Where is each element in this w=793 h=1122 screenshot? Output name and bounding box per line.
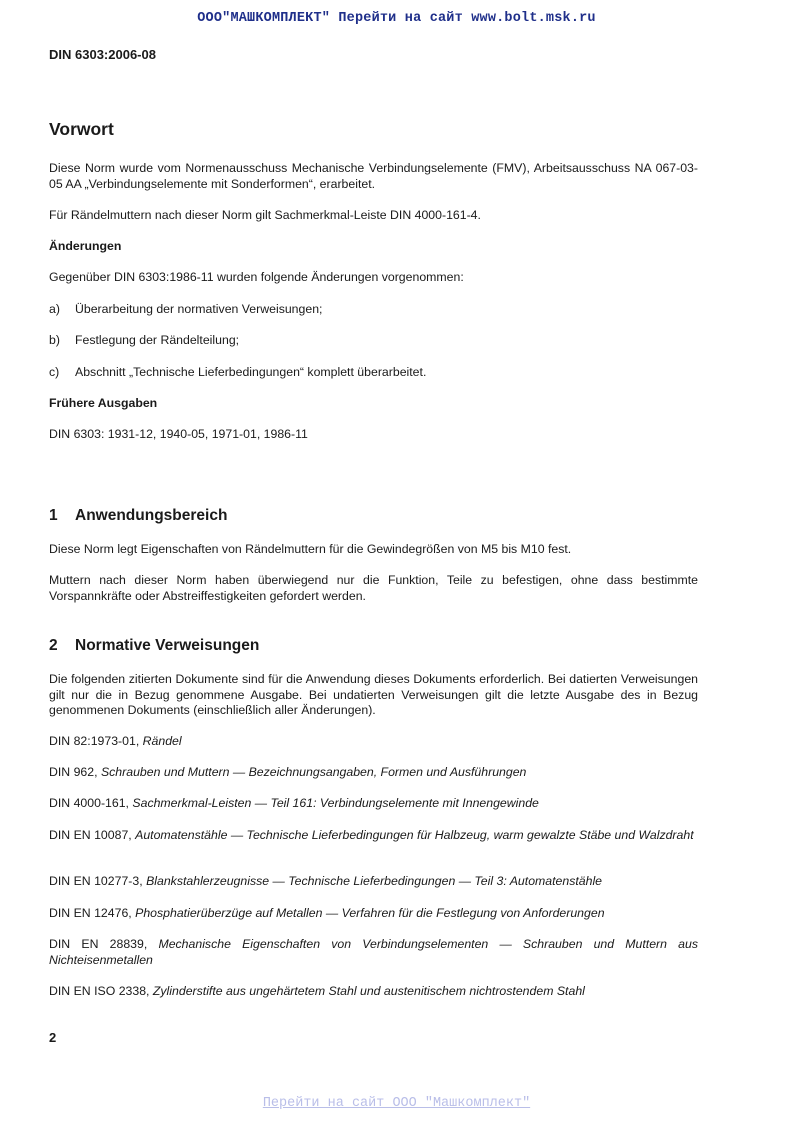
reference-title: Zylinderstifte aus ungehärtetem Stahl und austenitischem nichtrostendem Stahl <box>152 984 585 998</box>
list-item <box>49 365 698 381</box>
changes-intro: Gegenüber DIN 6303:1986-11 wurden folgende Änderungen vorgenommen: <box>49 270 464 284</box>
reference-title: Mechanische Eigenschaften von Verbindungselementen — Schrauben und Muttern aus Nichteisenmetallen <box>49 937 698 967</box>
reference-code: DIN EN ISO 2338, <box>49 984 150 998</box>
reference-item <box>49 828 698 844</box>
reference-title: Rändel <box>142 734 182 748</box>
reference-code: DIN 4000-161, <box>49 796 129 810</box>
section-number: 2 <box>49 637 58 654</box>
reference-item <box>49 874 698 890</box>
section-2-heading <box>49 637 259 655</box>
bottom-site-link[interactable]: Перейти на сайт ООО "Машкомплект" <box>262 1096 531 1111</box>
section-title: Normative Verweisungen <box>75 637 260 654</box>
list-marker: a) <box>49 302 60 316</box>
list-text: Abschnitt „Technische Lieferbedingungen“ komplett überarbeitet. <box>75 365 427 379</box>
reference-code: DIN 82:1973-01, <box>49 734 140 748</box>
reference-title: Sachmerkmal-Leisten — Teil 161: Verbindungselemente mit Innengewinde <box>132 796 539 810</box>
list-item <box>49 333 698 349</box>
reference-title: Automatenstähle — Technische Lieferbedingungen für Halbzeug, warm gewalzte Stäbe und Walzdraht <box>135 828 694 842</box>
foreword-paragraph-1: Diese Norm wurde vom Normenausschuss Mechanische Verbindungselemente (FMV), Arbeitsausschuss NA 067-03-05 AA „Verbindungselemente mit Sonderformen“, erarbeitet. <box>49 161 698 191</box>
reference-item <box>49 796 698 812</box>
reference-item <box>49 984 698 1000</box>
reference-code: DIN EN 12476, <box>49 906 132 920</box>
list-marker: c) <box>49 365 60 379</box>
list-text: Festlegung der Rändelteilung; <box>75 333 240 347</box>
foreword-paragraph-2: Für Rändelmuttern nach dieser Norm gilt Sachmerkmal-Leiste DIN 4000-161-4. <box>49 208 481 222</box>
section-2-intro: Die folgenden zitierten Dokumente sind für die Anwendung dieses Dokuments erforderlich. Bei datierten Verweisungen gilt nur die in Bezug genommene Ausgabe. Bei undatierten Verweisungen gilt die letzte Ausgabe des in Bezug genommenen Dokuments (einschließlich aller Änderungen). <box>49 672 698 717</box>
list-text: Überarbeitung der normativen Verweisungen; <box>75 302 323 316</box>
page-number: 2 <box>49 1030 57 1045</box>
reference-item <box>49 734 698 750</box>
changes-heading: Änderungen <box>49 239 122 253</box>
foreword-heading: Vorwort <box>49 119 114 139</box>
reference-code: DIN 962, <box>49 765 98 779</box>
reference-code: DIN EN 28839, <box>49 937 148 951</box>
top-banner[interactable] <box>0 11 793 26</box>
section-number: 1 <box>49 507 58 524</box>
banner-url-link[interactable]: www.bolt.msk.ru <box>471 11 596 26</box>
section-1-heading <box>49 507 227 525</box>
list-marker: b) <box>49 333 60 347</box>
reference-item <box>49 937 698 968</box>
reference-title: Blankstahlerzeugnisse — Technische Lieferbedingungen — Teil 3: Automatenstähle <box>146 874 603 888</box>
reference-item <box>49 906 698 922</box>
section-1-paragraph-2: Muttern nach dieser Norm haben überwiegend nur die Funktion, Teile zu befestigen, ohne dass bestimmte Vorspannkräfte oder Abstreiffestigkeiten gefordert werden. <box>49 573 698 603</box>
list-item <box>49 302 698 318</box>
section-1-paragraph-1: Diese Norm legt Eigenschaften von Rändelmuttern für die Gewindegrößen von M5 bis M10 fest. <box>49 542 572 556</box>
earlier-editions-heading: Frühere Ausgaben <box>49 396 158 410</box>
section-title: Anwendungsbereich <box>75 507 228 524</box>
reference-code: DIN EN 10277-3, <box>49 874 143 888</box>
reference-title: Phosphatierüberzüge auf Metallen — Verfahren für die Festlegung von Anforderungen <box>135 906 605 920</box>
earlier-editions-text: DIN 6303: 1931-12, 1940-05, 1971-01, 1986-11 <box>49 427 308 441</box>
banner-org: ООО"МАШКОМПЛЕКТ" <box>197 11 331 26</box>
reference-code: DIN EN 10087, <box>49 828 132 842</box>
standard-id: DIN 6303:2006-08 <box>49 47 156 62</box>
reference-title: Schrauben und Muttern — Bezeichnungsangaben, Formen und Ausführungen <box>100 765 527 779</box>
reference-item <box>49 765 698 781</box>
banner-goto: Перейти на сайт <box>338 11 463 26</box>
